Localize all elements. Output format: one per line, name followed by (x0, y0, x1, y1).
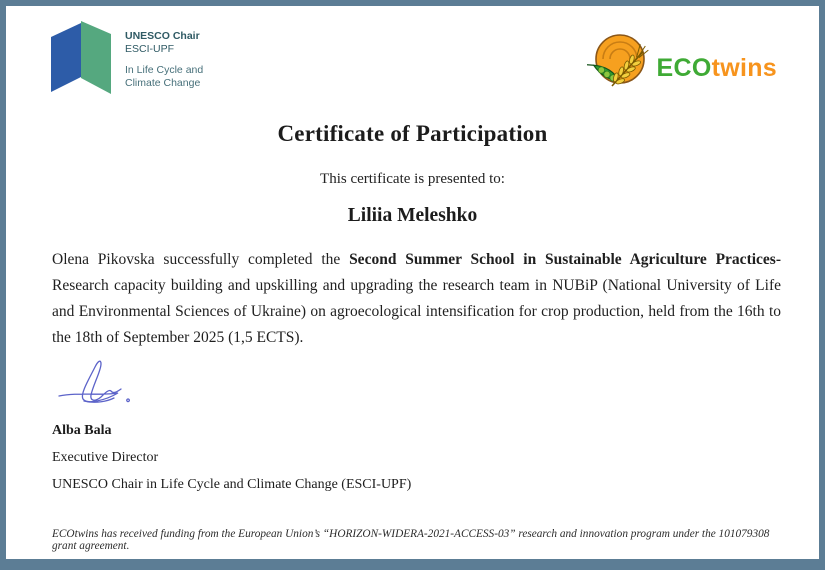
certificate-title: Certificate of Participation (277, 121, 548, 146)
signer-name: Alba Bala (52, 423, 112, 438)
signature-scribble (56, 355, 819, 413)
body-text-pre: Olena Pikovska successfully completed the (52, 251, 350, 268)
certificate-body (52, 247, 781, 351)
unesco-logo-line1: UNESCO Chair (125, 30, 200, 42)
unesco-logo-gap (125, 55, 203, 64)
unesco-logo-line2: ESCI-UPF (125, 42, 175, 55)
ecotwins-wordmark-eco: ECO (656, 54, 712, 82)
open-book-icon (50, 21, 112, 100)
ecotwins-wordmark-twins: twins (711, 54, 777, 82)
header (6, 6, 819, 100)
unesco-logo-line4: Climate Change (125, 76, 201, 89)
funding-footer: ECOtwins has received funding from the European Union’s “HORIZON-WIDERA-2021-ACCESS-03” research and innovation program under the 101079308 grant agreement. (52, 528, 770, 552)
signer-organization: UNESCO Chair in Life Cycle and Climate Change (ESCI-UPF) (52, 477, 412, 492)
signer-title: Executive Director (52, 450, 159, 465)
recipient-name: Liliia Meleshko (347, 205, 478, 226)
ecotwins-wordmark (657, 54, 777, 83)
unesco-chair-logo (50, 21, 203, 100)
body-text-post: Research capacity building and upskilling and upgrading the research team in NUBiP (National University of Life and Environmental Sciences of Ukraine) on agroecological intensification for crop production, held from the 16th to the 18th of September 2025 (1,5 ECTS). (52, 277, 781, 346)
ecotwins-logo (587, 28, 777, 95)
unesco-logo-text (125, 30, 203, 89)
signer-block (52, 417, 819, 498)
body-text-bold: Second Summer School in Sustainable Agriculture Practices- (349, 251, 781, 268)
unesco-logo-line3: In Life Cycle and (125, 64, 204, 76)
presented-line: This certificate is presented to: (320, 171, 505, 187)
sun-wheat-peapod-icon (587, 28, 655, 95)
